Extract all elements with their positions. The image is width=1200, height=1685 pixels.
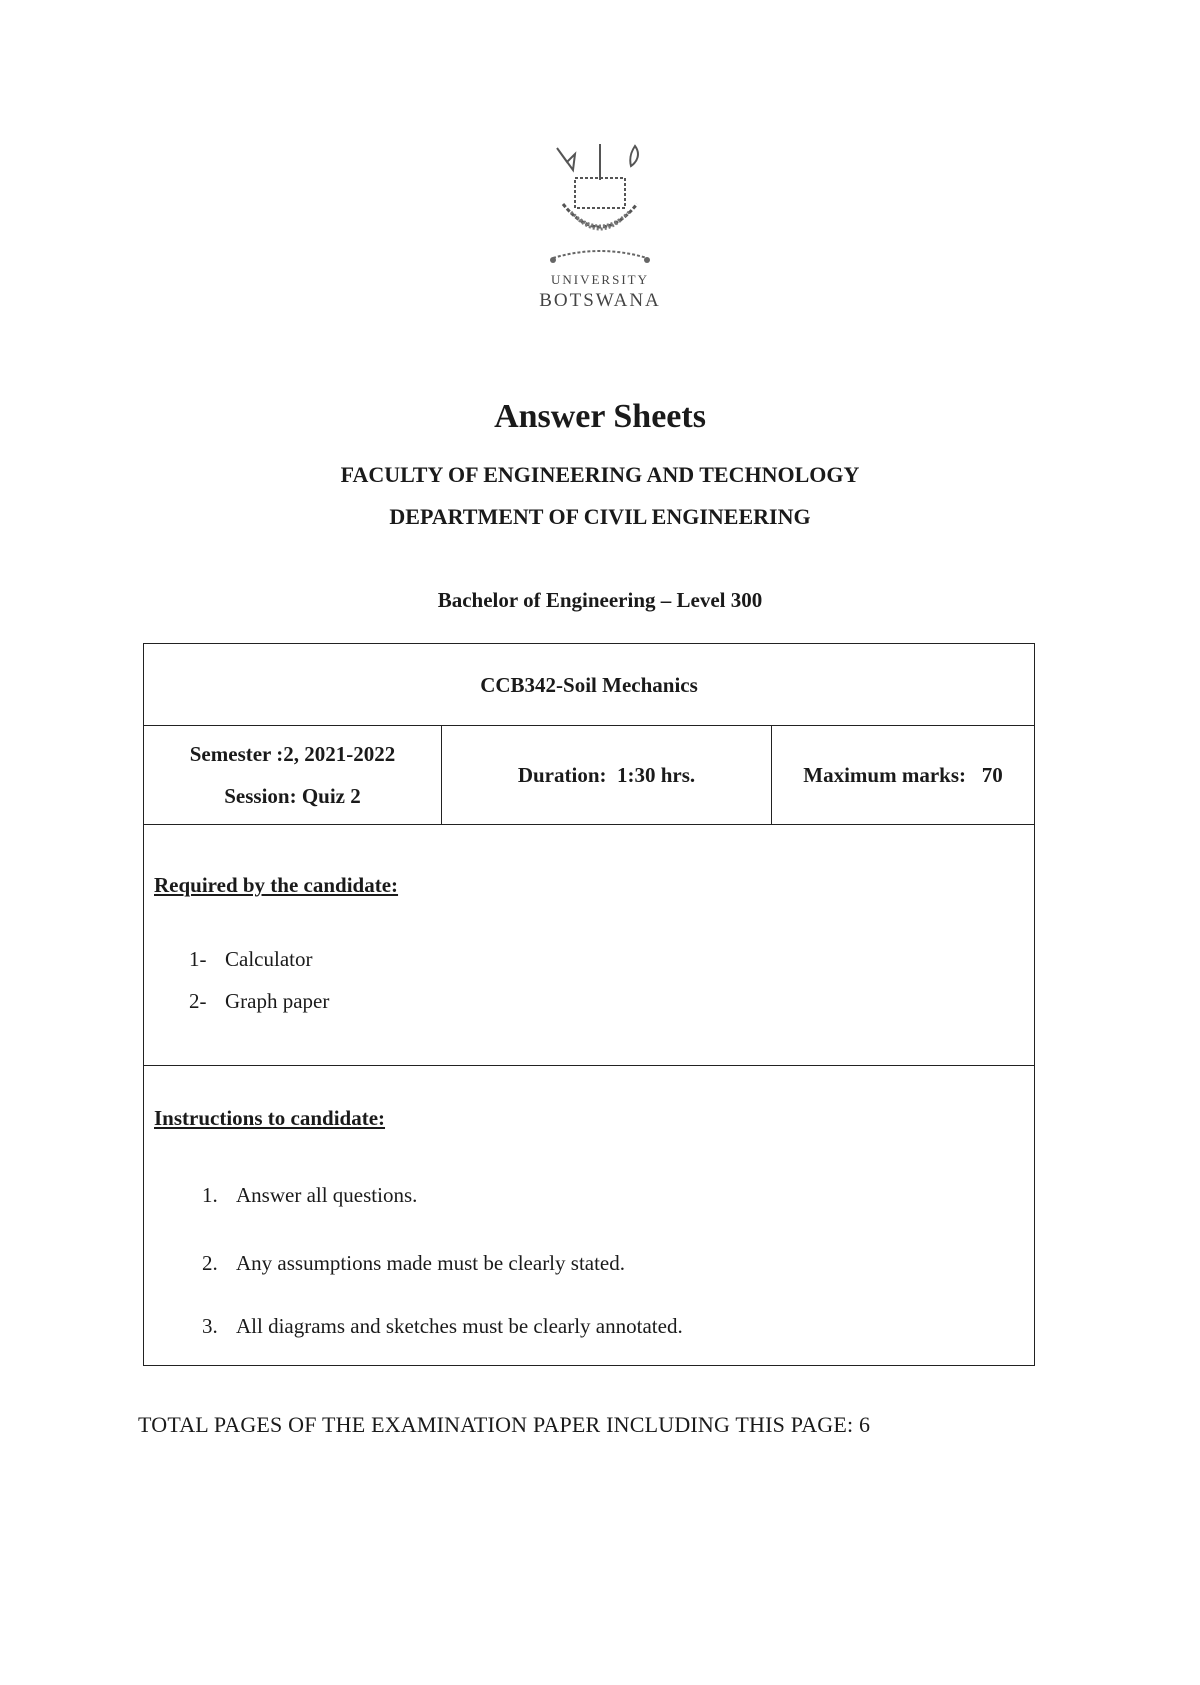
total-pages-footer: TOTAL PAGES OF THE EXAMINATION PAPER INCLUDING THIS PAGE: 6 [138,1412,871,1437]
exam-info-table [143,643,1035,1366]
course-title: CCB342-Soil Mechanics [144,644,1034,726]
instructions-heading: Instructions to candidate: [154,1106,386,1130]
required-item-text: Graph paper [225,989,330,1013]
university-logo [530,140,670,340]
semester-cell [144,726,442,824]
logo-text-university: UNIVERSITY [551,272,649,287]
instruction-item [202,1314,683,1339]
session-text: Session: Quiz 2 [224,784,361,808]
max-marks-cell [772,726,1034,824]
department-heading: DEPARTMENT OF CIVIL ENGINEERING [389,504,811,529]
university-crest-icon [545,140,655,270]
instruction-item-number: 1. [202,1183,218,1207]
faculty-heading: FACULTY OF ENGINEERING AND TECHNOLOGY [340,462,860,487]
required-item [189,947,312,972]
instruction-item-number: 2. [202,1251,218,1275]
required-item-number: 2- [189,989,207,1013]
document-title: Answer Sheets [494,398,706,435]
semester-text: Semester :2, 2021-2022 [189,742,396,766]
duration-text: Duration: 1:30 hrs. [517,762,696,787]
required-section [144,825,1034,1066]
instruction-item-text: Any assumptions made must be clearly stated. [236,1251,626,1275]
instruction-item [202,1251,625,1276]
required-item-number: 1- [189,947,207,971]
instructions-section [144,1066,1034,1366]
duration-cell [442,726,772,824]
required-item-text: Calculator [225,947,313,971]
instruction-item-number: 3. [202,1314,218,1338]
exam-details-row [144,726,1034,825]
required-item [189,989,329,1014]
logo-text-botswana: BOTSWANA [539,290,661,311]
max-marks-text: Maximum marks: 70 [803,762,1003,787]
instruction-item [202,1183,417,1208]
required-heading: Required by the candidate: [154,873,399,897]
degree-heading: Bachelor of Engineering – Level 300 [437,588,763,612]
instruction-item-text: Answer all questions. [236,1183,418,1207]
instruction-item-text: All diagrams and sketches must be clearly annotated. [236,1314,683,1338]
